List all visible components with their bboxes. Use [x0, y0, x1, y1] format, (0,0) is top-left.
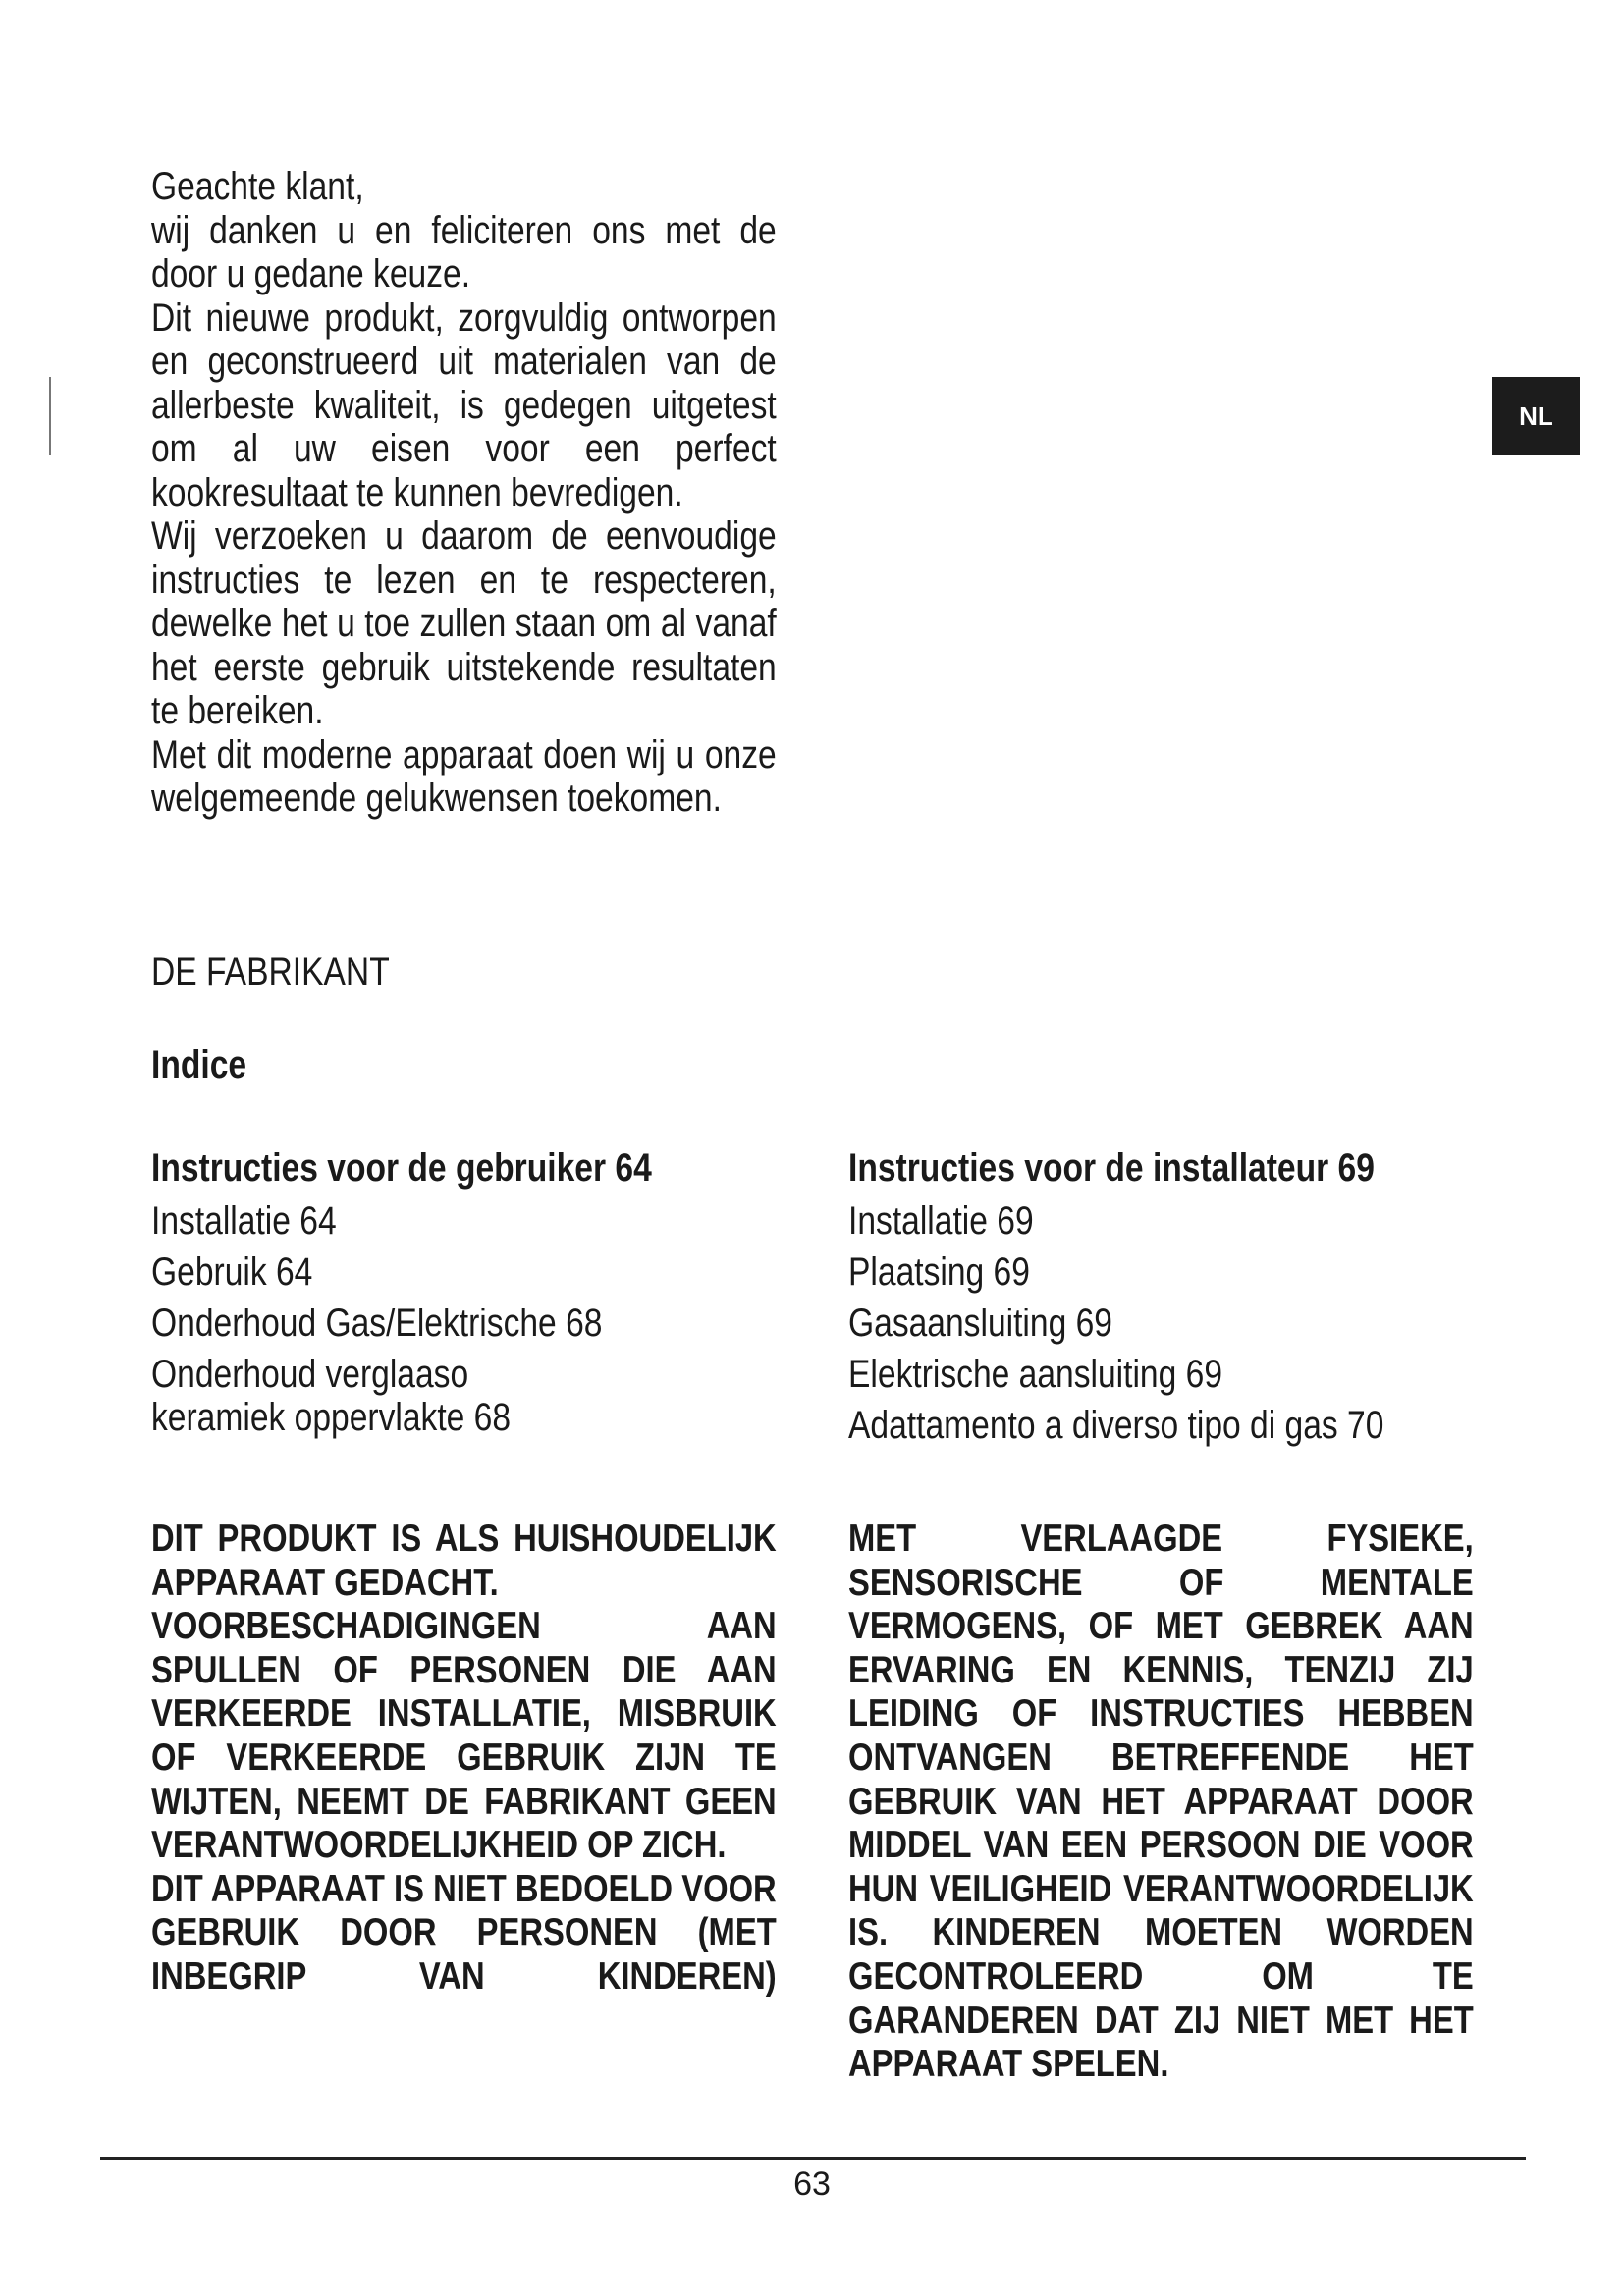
- intro-text: [151, 165, 777, 821]
- footer-rule: [100, 2157, 1526, 2160]
- warning-paragraph: MET VERLAAGDE FYSIEKE, SENSORISCHE OF MENTALE VERMOGENS, OF MET GEBREK AAN ERVARING EN KENNIS, TENZIJ ZIJ LEIDING OF INSTRUCTIES HEBBEN ONTVANGEN BETREFFENDE HET GEBRUIK VAN HET APPARAAT DOOR MIDDEL VAN EEN PERSOON DIE VOOR HUN VEILIGHEID VERANTWOORDELIJK IS. KINDEREN MOETEN WORDEN GECONTROLEERD OM TE GARANDEREN DAT ZIJ NIET MET HET APPARAAT SPELEN.: [848, 1518, 1474, 2086]
- toc-item: Onderhoud Gas/Elektrische 68: [151, 1302, 603, 1345]
- signature: DE FABRIKANT: [151, 950, 390, 993]
- language-badge: NL: [1492, 377, 1580, 455]
- toc-item: Gasaansluiting 69: [848, 1302, 1112, 1345]
- intro-paragraph: Wij verzoeken u daarom de eenvoudige instructies te lezen en te respecteren, dewelke het u toe zullen staan om al vanaf het eerste gebruik uitstekende resultaten te bereiken.: [151, 514, 777, 732]
- margin-mark: [49, 377, 51, 455]
- toc-installer-section: [848, 1143, 1383, 1451]
- warning-paragraph: DIT APPARAAT IS NIET BEDOELD VOOR GEBRUIK DOOR PERSONEN (MET INBEGRIP VAN KINDEREN): [151, 1867, 777, 1998]
- toc-item: Adattamento a diverso tipo di gas 70: [848, 1404, 1384, 1447]
- toc-installer-heading: Instructies voor de installateur 69: [848, 1147, 1375, 1190]
- toc-user-heading: Instructies voor de gebruiker 64: [151, 1147, 652, 1190]
- greeting: Geachte klant,: [151, 165, 364, 208]
- intro-paragraph: Dit nieuwe produkt, zorgvuldig ontworpen en geconstrueerd uit materialen van de allerbeste kwaliteit, is gedegen uitgetest om al uw eisen voor een perfect kookresultaat te kunnen bevredigen.: [151, 295, 777, 514]
- toc-item: Gebruik 64: [151, 1251, 313, 1294]
- page-number: 63: [793, 2165, 831, 2203]
- warning-paragraph: DIT PRODUKT IS ALS HUISHOUDELIJK APPARAAT GEDACHT.: [151, 1518, 777, 1604]
- warning-left: [151, 1518, 777, 2000]
- toc-item: Installatie 69: [848, 1200, 1034, 1243]
- intro-paragraph: Met dit moderne apparaat doen wij u onze welgemeende gelukwensen toekomen.: [151, 732, 777, 820]
- toc-item: Elektrische aansluiting 69: [848, 1353, 1223, 1396]
- warning-paragraph: VOORBESCHADIGINGEN AAN SPULLEN OF PERSONEN DIE AAN VERKEERDE INSTALLATIE, MISBRUIK OF VERKEERDE GEBRUIK ZIJN TE WIJTEN, NEEMT DE FABRIKANT GEEN VERANTWOORDELIJKHEID OP ZICH.: [151, 1605, 777, 1867]
- intro-paragraph: wij danken u en feliciteren ons met de door u gedane keuze.: [151, 208, 777, 295]
- toc-item: Plaatsing 69: [848, 1251, 1030, 1294]
- toc-item: Installatie 64: [151, 1200, 337, 1243]
- toc-user-section: [151, 1143, 652, 1439]
- toc-item: Onderhoud verglaaso keramiek oppervlakte 68: [151, 1353, 512, 1439]
- index-title: Indice: [151, 1043, 247, 1087]
- warning-right: [848, 1518, 1474, 2087]
